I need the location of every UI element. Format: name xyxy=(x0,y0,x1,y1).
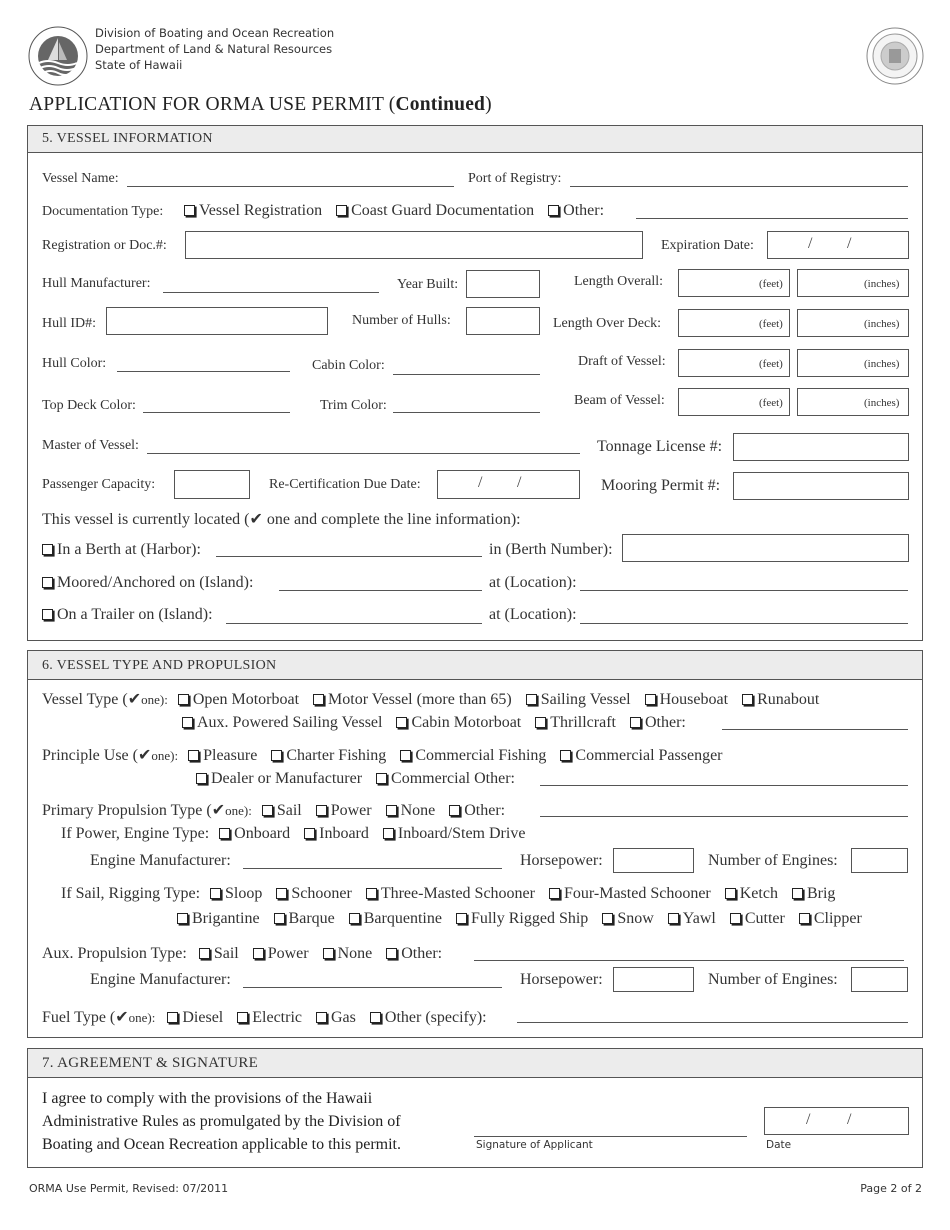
cabin-color-label: Cabin Color: xyxy=(312,358,385,373)
length-over-deck-label: Length Over Deck: xyxy=(553,316,662,331)
checkbox-icon[interactable] xyxy=(199,948,210,959)
checkbox-icon[interactable] xyxy=(730,913,741,924)
number-of-hulls-label: Number of Hulls: xyxy=(352,313,451,328)
checkmark-icon: ✔ xyxy=(127,691,142,708)
pp-none[interactable]: None xyxy=(386,802,436,819)
agency-block xyxy=(95,25,334,73)
checkbox-icon[interactable] xyxy=(178,694,189,705)
checkbox-icon[interactable] xyxy=(370,1012,381,1023)
checkbox-icon[interactable] xyxy=(177,913,188,924)
pu-dealer[interactable]: Dealer or Manufacturer xyxy=(196,770,362,787)
checkbox-icon[interactable] xyxy=(336,205,347,216)
berth-harbor-field[interactable] xyxy=(216,556,482,557)
agreement-text: I agree to comply with the provisions of the Hawaii Administrative Rules as promulgated by the Division of Boating and Ocean Recreation applicable to this permit. xyxy=(42,1090,401,1153)
tonnage-license-label: Tonnage License #: xyxy=(597,438,723,455)
fuel-electric[interactable]: Electric xyxy=(237,1009,302,1026)
checkbox-icon[interactable] xyxy=(210,888,221,899)
feet-unit: (feet) xyxy=(759,318,783,330)
rig-yawl[interactable]: Yawl xyxy=(668,910,716,927)
aux-propulsion-row: Aux. Propulsion Type: Sail Power None Other: xyxy=(42,945,443,962)
checkbox-icon[interactable] xyxy=(560,750,571,761)
vessel-type-other-field[interactable] xyxy=(722,729,908,730)
agency-state: State of Hawaii xyxy=(95,58,183,72)
location-instruction: This vessel is currently located (✔ one and complete the line information): xyxy=(42,511,521,528)
checkbox-icon[interactable] xyxy=(383,828,394,839)
section-7-heading: 7. AGREEMENT & SIGNATURE xyxy=(28,1049,922,1078)
checkbox-icon[interactable] xyxy=(276,888,287,899)
checkbox-icon[interactable] xyxy=(535,717,546,728)
primary-propulsion-row: Primary Propulsion Type (✔one): Sail Power None Other: xyxy=(42,802,506,819)
rig-sloop[interactable]: Sloop xyxy=(210,885,262,902)
checkbox-icon[interactable] xyxy=(219,828,230,839)
checkmark-icon: ✔ xyxy=(137,747,152,764)
year-built-label: Year Built: xyxy=(397,277,459,292)
checkbox-icon[interactable] xyxy=(548,205,559,216)
checkbox-icon[interactable] xyxy=(366,888,377,899)
trailer-island-field[interactable] xyxy=(226,623,482,624)
feet-unit: (feet) xyxy=(759,358,783,370)
top-deck-color-field[interactable] xyxy=(143,412,290,413)
checkbox-icon[interactable] xyxy=(184,205,195,216)
recertification-date-label: Re-Certification Due Date: xyxy=(269,477,421,492)
checkbox-icon[interactable] xyxy=(42,609,53,620)
vessel-type-row-1: Vessel Type (✔one): Open Motorboat Motor Vessel (more than 65) Sailing Vessel Houseboat Runabout xyxy=(42,691,820,708)
aux-number-of-engines-field[interactable] xyxy=(851,967,908,992)
rig-fully-rigged-ship[interactable]: Fully Rigged Ship xyxy=(456,910,588,927)
hull-manufacturer-label: Hull Manufacturer: xyxy=(42,276,151,291)
inches-unit: (inches) xyxy=(864,397,900,409)
doc-other-field[interactable] xyxy=(636,218,908,219)
master-of-vessel-label: Master of Vessel: xyxy=(42,438,139,453)
checkbox-icon[interactable] xyxy=(725,888,736,899)
checkbox-icon[interactable] xyxy=(792,888,803,899)
engine-onboard[interactable]: Onboard xyxy=(219,825,290,842)
top-deck-color-label: Top Deck Color: xyxy=(42,398,136,413)
checkbox-icon[interactable] xyxy=(799,913,810,924)
mooring-permit-label: Mooring Permit #: xyxy=(601,477,721,494)
date-slash: / xyxy=(847,1111,852,1128)
aux-sail[interactable]: Sail xyxy=(199,945,239,962)
registration-doc-field[interactable] xyxy=(185,231,643,259)
trailer-location-field[interactable] xyxy=(580,623,908,624)
aux-propulsion-other-field[interactable] xyxy=(474,960,904,961)
agency-division: Division of Boating and Ocean Recreation xyxy=(95,26,335,40)
pp-power[interactable]: Power xyxy=(316,802,372,819)
checkbox-icon[interactable] xyxy=(668,913,679,924)
agency-department: Department of Land & Natural Resources xyxy=(95,42,333,56)
date-slash: / xyxy=(806,1111,811,1128)
checkbox-icon[interactable] xyxy=(602,913,613,924)
checkbox-icon[interactable] xyxy=(386,805,397,816)
checkbox-icon[interactable] xyxy=(630,717,641,728)
trim-color-label: Trim Color: xyxy=(320,398,387,413)
engine-manufacturer-label: Engine Manufacturer: xyxy=(90,852,231,869)
aux-other[interactable]: Other: xyxy=(386,945,442,962)
vt-other[interactable]: Other: xyxy=(630,714,686,731)
checkmark-icon: ✔ xyxy=(115,1009,129,1026)
fuel-other-field[interactable] xyxy=(517,1022,908,1023)
pu-charter-fishing[interactable]: Charter Fishing xyxy=(271,747,386,764)
date-slash: / xyxy=(847,235,852,252)
tonnage-license-field[interactable] xyxy=(733,433,909,461)
registration-doc-label: Registration or Doc.#: xyxy=(42,238,167,253)
berth-number-field[interactable] xyxy=(622,534,909,562)
pu-pleasure[interactable]: Pleasure xyxy=(188,747,257,764)
checkbox-icon[interactable] xyxy=(449,805,460,816)
aux-number-of-engines-label: Number of Engines: xyxy=(708,971,838,988)
rig-cutter[interactable]: Cutter xyxy=(730,910,785,927)
checkbox-icon[interactable] xyxy=(742,694,753,705)
page-title: APPLICATION FOR ORMA USE PERMIT (Continued) xyxy=(29,94,492,115)
checkbox-icon[interactable] xyxy=(316,1012,327,1023)
rig-barque[interactable]: Barque xyxy=(274,910,335,927)
vessel-type-row-2 xyxy=(182,714,686,732)
state-seal-icon xyxy=(866,27,924,85)
section-6-heading: 6. VESSEL TYPE AND PROPULSION xyxy=(28,651,922,680)
pu-commercial-passenger[interactable]: Commercial Passenger xyxy=(560,747,722,764)
vessel-name-label: Vessel Name: xyxy=(42,171,119,186)
aux-engine-manufacturer-label: Engine Manufacturer: xyxy=(90,971,231,988)
length-overall-label: Length Overall: xyxy=(574,274,664,289)
master-of-vessel-field[interactable] xyxy=(147,453,580,454)
section-5-heading: 5. VESSEL INFORMATION xyxy=(28,126,922,153)
expiration-date-field[interactable] xyxy=(767,231,909,259)
aux-power[interactable]: Power xyxy=(253,945,309,962)
documentation-type-label: Documentation Type: xyxy=(42,204,164,219)
fuel-other[interactable]: Other (specify): xyxy=(370,1009,487,1026)
recertification-date-field[interactable] xyxy=(437,470,580,499)
inches-unit: (inches) xyxy=(864,358,900,370)
vessel-name-field[interactable] xyxy=(127,186,454,187)
feet-unit: (feet) xyxy=(759,278,783,290)
vt-houseboat[interactable]: Houseboat xyxy=(645,691,728,708)
rigging-type-row-1: If Sail, Rigging Type: Sloop Schooner Three-Masted Schooner Four-Masted Schooner Ketch Brig xyxy=(61,885,836,902)
port-of-registry-field[interactable] xyxy=(570,186,908,187)
hull-id-label: Hull ID#: xyxy=(42,316,97,331)
checkbox-icon[interactable] xyxy=(316,805,327,816)
vt-thrillcraft[interactable]: Thrillcraft xyxy=(535,714,616,731)
hull-id-field[interactable] xyxy=(106,307,328,335)
trailer-location-label: at (Location): xyxy=(489,606,577,623)
engine-manufacturer-field[interactable] xyxy=(243,868,502,869)
checkbox-icon[interactable] xyxy=(182,717,193,728)
checkbox-icon[interactable] xyxy=(271,750,282,761)
checkbox-icon[interactable] xyxy=(253,948,264,959)
rig-three-masted[interactable]: Three-Masted Schooner xyxy=(366,885,535,902)
checkbox-icon[interactable] xyxy=(323,948,334,959)
vt-open-motorboat[interactable]: Open Motorboat xyxy=(178,691,299,708)
signature-date-field[interactable] xyxy=(764,1107,909,1135)
moored-option[interactable]: Moored/Anchored on (Island): xyxy=(42,574,253,592)
horsepower-label: Horsepower: xyxy=(520,852,603,869)
primary-propulsion-other-field[interactable] xyxy=(540,816,908,817)
fuel-type-row: Fuel Type (✔one): Diesel Electric Gas Other (specify): xyxy=(42,1009,487,1026)
checkbox-icon[interactable] xyxy=(304,828,315,839)
vt-runabout[interactable]: Runabout xyxy=(742,691,819,708)
checkbox-icon[interactable] xyxy=(526,694,537,705)
checkbox-icon[interactable] xyxy=(396,717,407,728)
checkbox-icon[interactable] xyxy=(188,750,199,761)
rig-four-masted[interactable]: Four-Masted Schooner xyxy=(549,885,711,902)
passenger-capacity-field[interactable] xyxy=(174,470,250,499)
date-slash: / xyxy=(478,474,483,491)
rigging-type-row-2 xyxy=(177,910,862,928)
checkbox-icon[interactable] xyxy=(167,1012,178,1023)
expiration-date-label: Expiration Date: xyxy=(661,238,754,253)
fuel-gas[interactable]: Gas xyxy=(316,1009,356,1026)
checkbox-icon[interactable] xyxy=(376,773,387,784)
checkbox-icon[interactable] xyxy=(196,773,207,784)
engine-type-row: If Power, Engine Type: Onboard Inboard Inboard/Stem Drive xyxy=(61,825,526,842)
engine-inboard-stem[interactable]: Inboard/Stem Drive xyxy=(383,825,526,842)
checkbox-icon[interactable] xyxy=(262,805,273,816)
checkbox-icon[interactable] xyxy=(400,750,411,761)
mooring-permit-field[interactable] xyxy=(733,472,909,500)
signature-field[interactable] xyxy=(474,1136,747,1137)
cabin-color-field[interactable] xyxy=(393,374,540,375)
number-of-engines-field[interactable] xyxy=(851,848,908,873)
berth-option[interactable]: In a Berth at (Harbor): xyxy=(42,541,201,559)
horsepower-field[interactable] xyxy=(613,848,694,873)
checkbox-icon[interactable] xyxy=(274,913,285,924)
signature-label: Signature of Applicant xyxy=(476,1139,593,1151)
date-label: Date xyxy=(766,1139,792,1151)
vt-aux-powered-sailing[interactable]: Aux. Powered Sailing Vessel xyxy=(182,714,382,731)
date-slash: / xyxy=(808,235,813,252)
doc-other-option[interactable]: Other: xyxy=(548,202,604,219)
rig-clipper[interactable]: Clipper xyxy=(799,910,862,927)
vt-sailing-vessel[interactable]: Sailing Vessel xyxy=(526,691,631,708)
moored-location-label: at (Location): xyxy=(489,574,577,591)
rig-snow[interactable]: Snow xyxy=(602,910,653,927)
trim-color-field[interactable] xyxy=(393,412,540,413)
footer-page-number: Page 2 of 2 xyxy=(860,1182,922,1195)
moored-island-field[interactable] xyxy=(279,590,482,591)
principle-use-row-1: Principle Use (✔one): Pleasure Charter Fishing Commercial Fishing Commercial Passenger xyxy=(42,747,723,764)
doc-coast-guard-option[interactable]: Coast Guard Documentation xyxy=(336,202,534,219)
rig-barquentine[interactable]: Barquentine xyxy=(349,910,442,927)
date-slash: / xyxy=(517,474,522,491)
checkbox-icon[interactable] xyxy=(237,1012,248,1023)
principle-use-row-2 xyxy=(196,770,515,788)
pp-other[interactable]: Other: xyxy=(449,802,505,819)
passenger-capacity-label: Passenger Capacity: xyxy=(42,477,156,492)
hull-color-field[interactable] xyxy=(117,371,290,372)
pu-commercial-other[interactable]: Commercial Other: xyxy=(376,770,515,787)
engine-inboard[interactable]: Inboard xyxy=(304,825,369,842)
pp-sail[interactable]: Sail xyxy=(262,802,302,819)
feet-unit: (feet) xyxy=(759,397,783,409)
berth-number-label: in (Berth Number): xyxy=(489,541,613,558)
port-of-registry-label: Port of Registry: xyxy=(468,171,562,186)
aux-horsepower-field[interactable] xyxy=(613,967,694,992)
rig-brig[interactable]: Brig xyxy=(792,885,835,902)
beam-label: Beam of Vessel: xyxy=(574,393,665,408)
checkbox-icon[interactable] xyxy=(645,694,656,705)
aux-none[interactable]: None xyxy=(323,945,373,962)
division-logo-icon xyxy=(28,26,88,86)
footer-revision: ORMA Use Permit, Revised: 07/2011 xyxy=(29,1182,229,1195)
inches-unit: (inches) xyxy=(864,278,900,290)
inches-unit: (inches) xyxy=(864,318,900,330)
rig-brigantine[interactable]: Brigantine xyxy=(177,910,260,927)
checkmark-icon: ✔ xyxy=(249,511,263,528)
trailer-option[interactable]: On a Trailer on (Island): xyxy=(42,606,213,624)
checkbox-icon[interactable] xyxy=(456,913,467,924)
aux-engine-manufacturer-field[interactable] xyxy=(243,987,502,988)
rig-ketch[interactable]: Ketch xyxy=(725,885,778,902)
hull-color-label: Hull Color: xyxy=(42,356,107,371)
hull-manufacturer-field[interactable] xyxy=(163,292,379,293)
checkbox-icon[interactable] xyxy=(549,888,560,899)
principle-use-other-field[interactable] xyxy=(540,785,908,786)
checkmark-icon: ✔ xyxy=(211,802,226,819)
number-of-hulls-field[interactable] xyxy=(466,307,540,335)
pu-commercial-fishing[interactable]: Commercial Fishing xyxy=(400,747,546,764)
checkbox-icon[interactable] xyxy=(386,948,397,959)
number-of-engines-label: Number of Engines: xyxy=(708,852,838,869)
doc-vessel-registration-option[interactable]: Vessel Registration xyxy=(184,202,322,219)
checkbox-icon[interactable] xyxy=(313,694,324,705)
checkbox-icon[interactable] xyxy=(349,913,360,924)
aux-horsepower-label: Horsepower: xyxy=(520,971,603,988)
checkbox-icon[interactable] xyxy=(42,577,53,588)
checkbox-icon[interactable] xyxy=(42,544,53,555)
moored-location-field[interactable] xyxy=(580,590,908,591)
year-built-field[interactable] xyxy=(466,270,540,298)
documentation-type-options xyxy=(184,202,604,220)
rig-schooner[interactable]: Schooner xyxy=(276,885,351,902)
vt-motor-vessel[interactable]: Motor Vessel (more than 65) xyxy=(313,691,512,708)
draft-label: Draft of Vessel: xyxy=(578,354,666,369)
vt-cabin-motorboat[interactable]: Cabin Motorboat xyxy=(396,714,521,731)
fuel-diesel[interactable]: Diesel xyxy=(167,1009,223,1026)
